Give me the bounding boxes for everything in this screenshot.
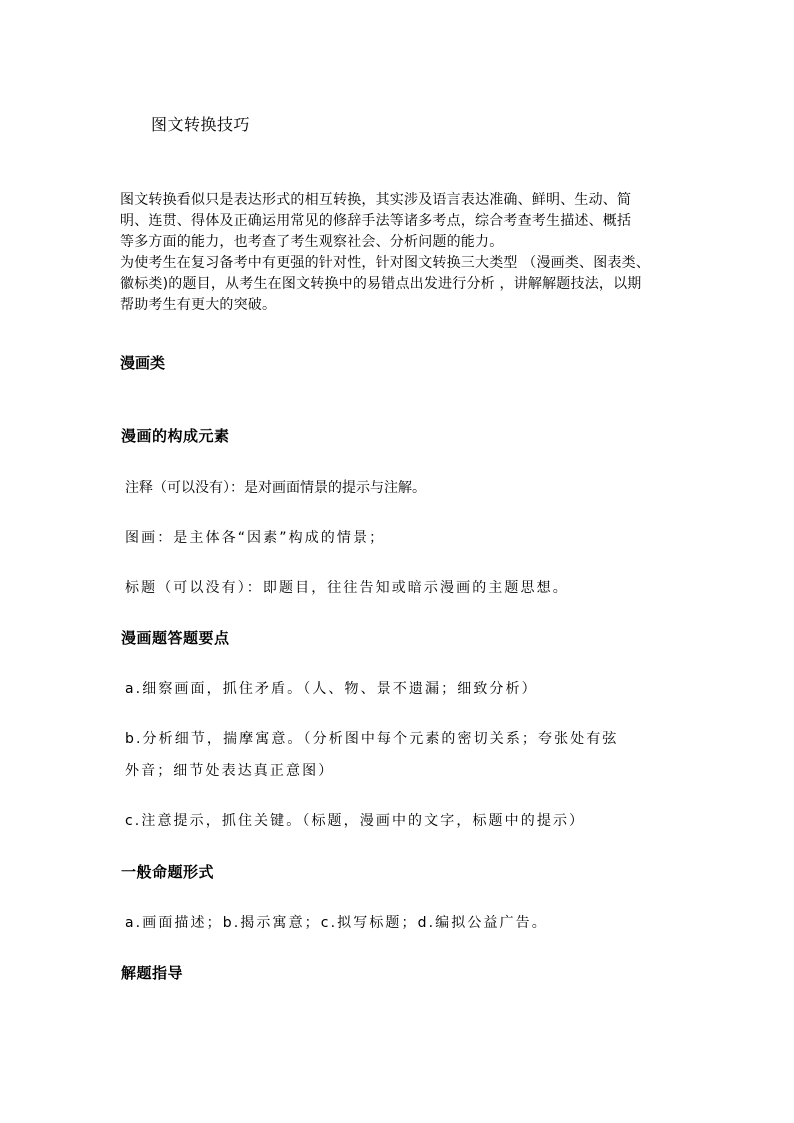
intro-line: 徽标类)的题目，从考生在图文转换中的易错点出发进行分析 ，讲解解题技法，以期 bbox=[120, 276, 642, 292]
section-heading-comic: 漫画类 bbox=[120, 354, 166, 372]
intro-paragraph bbox=[120, 190, 690, 316]
point-b-continuation: 外音；细节处表达真正意图） bbox=[125, 763, 335, 779]
forms-heading: 一般命题形式 bbox=[121, 863, 215, 881]
elements-heading: 漫画的构成元素 bbox=[121, 427, 230, 445]
point-b-line: b.分析细节，揣摩寓意。（分析图中每个元素的密切关系；夸张处有弦 bbox=[125, 731, 619, 747]
caption-line: 标题（可以没有）：即题目，往往告知或暗示漫画的主题思想。 bbox=[125, 580, 569, 596]
annotation-line: 注释（可以没有）：是对画面情景的提示与注解。 bbox=[125, 480, 426, 496]
points-heading: 漫画题答题要点 bbox=[121, 629, 230, 647]
forms-line: a.画面描述；b.揭示寓意；c.拟写标题；d.编拟公益广告。 bbox=[125, 915, 548, 931]
point-c-line: c.注意提示，抓住关键。（标题，漫画中的文字，标题中的提示） bbox=[125, 813, 586, 829]
page-title: 图文转换技巧 bbox=[151, 115, 251, 134]
intro-line: 图文转换看似只是表达形式的相互转换，其实涉及语言表达准确、鲜明、生动、简 bbox=[120, 192, 632, 208]
point-a-line: a.细察画面，抓住矛盾。（人、物、景不遗漏；细致分析） bbox=[125, 681, 538, 697]
intro-line: 帮助考生有更大的突破。 bbox=[120, 297, 277, 313]
picture-line: 图画：是主体各“因素”构成的情景； bbox=[125, 530, 386, 546]
guide-heading: 解题指导 bbox=[121, 964, 184, 982]
intro-line: 明、连贯、得体及正确运用常见的修辞手法等诸多考点，综合考查考生描述、概括 bbox=[120, 213, 632, 229]
intro-line: 等多方面的能力，也考查了考生观察社会、分析问题的能力。 bbox=[120, 234, 504, 250]
intro-line: 为使考生在复习备考中有更强的针对性，针对图文转换三大类型 （漫画类、图表类、 bbox=[120, 255, 651, 271]
